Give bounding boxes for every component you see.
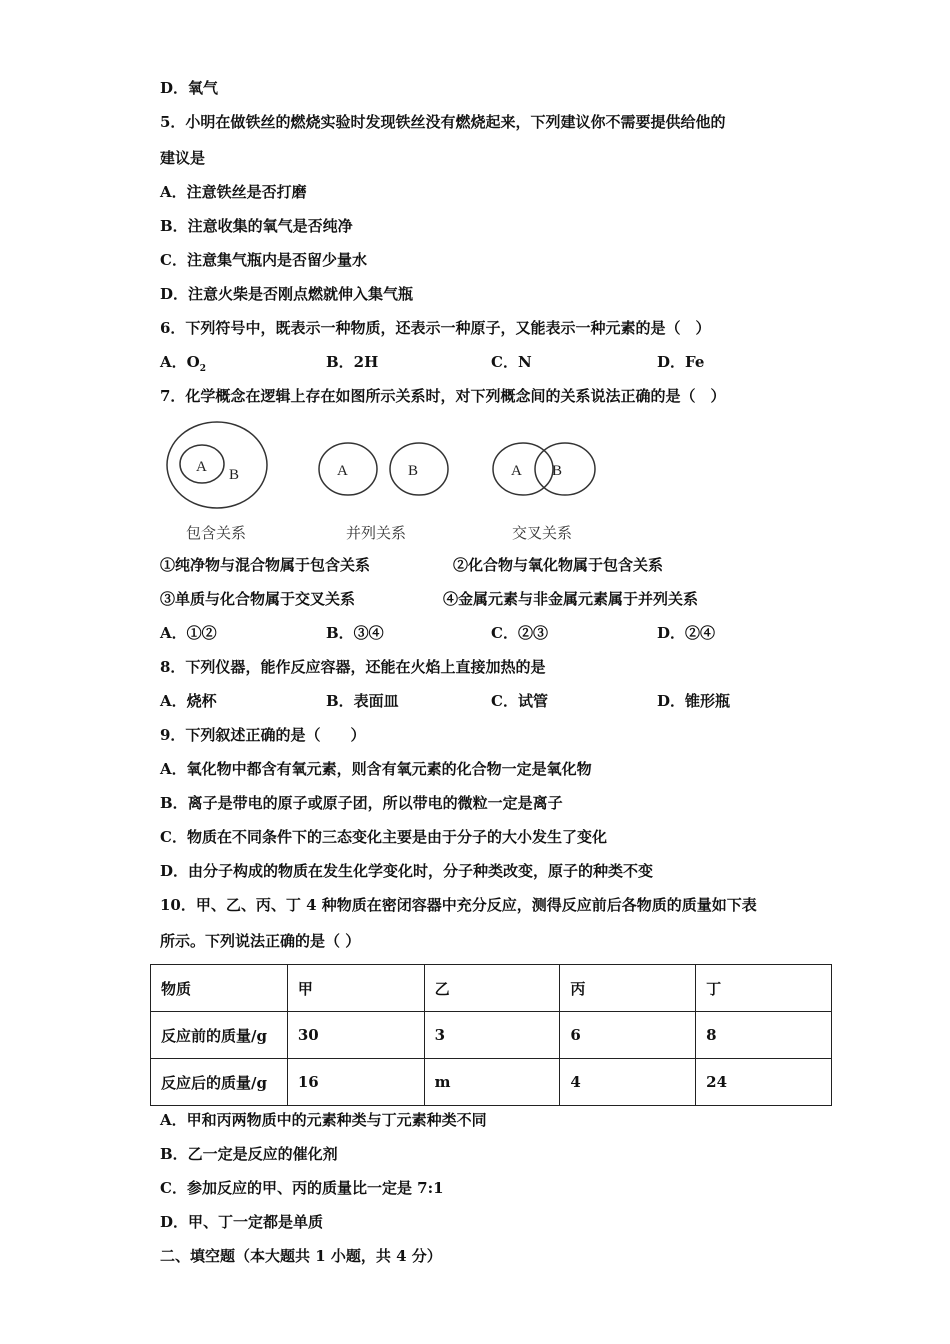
relation-diagram xyxy=(150,410,620,550)
contain-letter-a: A xyxy=(196,459,207,475)
table-cell: 反应后的质量/g xyxy=(151,1059,288,1106)
q9-option-d: D．由分子构成的物质在发生化学变化时，分子种类改变，原子的种类不变 xyxy=(160,862,654,880)
cross-letter-b: B xyxy=(552,463,563,479)
table-header-cell: 丁 xyxy=(696,965,832,1012)
q9-stem: 9．下列叙述正确的是（ ） xyxy=(160,726,366,744)
q8-option-d: D．锥形瓶 xyxy=(657,692,731,710)
parallel-circle-a xyxy=(319,443,377,495)
table-cell: 6 xyxy=(560,1012,696,1059)
q9-option-b: B．离子是带电的原子或原子团，所以带电的微粒一定是离子 xyxy=(160,794,563,812)
q5-stem-line1: 5．小明在做铁丝的燃烧实验时发现铁丝没有燃烧起来，下列建议你不需要提供给他的 xyxy=(160,113,726,131)
table-cell: 16 xyxy=(287,1059,424,1106)
q8-option-b: B．表面皿 xyxy=(326,692,399,710)
table-cell: 3 xyxy=(424,1012,560,1059)
mass-table xyxy=(150,964,832,1106)
label-parallel: 并列关系 xyxy=(346,524,407,542)
cross-circle-b xyxy=(535,443,595,495)
table-header-cell: 物质 xyxy=(151,965,288,1012)
cross-letter-a: A xyxy=(511,463,522,479)
q5-stem-line2: 建议是 xyxy=(160,149,206,167)
q5-option-c: C．注意集气瓶内是否留少量水 xyxy=(160,251,367,269)
contain-letter-b: B xyxy=(229,467,240,483)
q6-option-a xyxy=(160,352,206,379)
q9-option-c: C．物质在不同条件下的三态变化主要是由于分子的大小发生了变化 xyxy=(160,828,607,846)
q9-option-a: A．氧化物中都含有氧元素，则含有氧元素的化合物一定是氧化物 xyxy=(160,760,592,778)
section2-heading: 二、填空题（本大题共 1 小题，共 4 分） xyxy=(160,1247,442,1265)
parallel-letter-a: A xyxy=(337,463,348,479)
table-cell: 8 xyxy=(696,1012,832,1059)
q6-option-c: C．N xyxy=(491,353,532,371)
q7-option-d: D．②④ xyxy=(657,624,716,642)
q7-statement-3: ③单质与化合物属于交叉关系 xyxy=(160,590,356,608)
q5-option-b: B．注意收集的氧气是否纯净 xyxy=(160,217,353,235)
table-cell: 30 xyxy=(287,1012,424,1059)
q10-option-a: A．甲和丙两物质中的元素种类与丁元素种类不同 xyxy=(160,1111,487,1129)
q6-option-b: B．2H xyxy=(326,353,379,371)
q6-option-a-subscript: 2 xyxy=(199,364,206,374)
q6-option-d: D．Fe xyxy=(657,353,705,371)
q6-stem: 6．下列符号中，既表示一种物质，还表示一种原子，又能表示一种元素的是（ ） xyxy=(160,319,711,337)
table-header-cell: 丙 xyxy=(560,965,696,1012)
q8-stem: 8．下列仪器，能作反应容器，还能在火焰上直接加热的是 xyxy=(160,658,546,676)
table-header-cell: 甲 xyxy=(287,965,424,1012)
q10-option-c: C．参加反应的甲、丙的质量比一定是 7:1 xyxy=(160,1179,444,1197)
q4-option-d: D．氧气 xyxy=(160,79,219,97)
q10-option-d: D．甲、丁一定都是单质 xyxy=(160,1213,324,1231)
table-row xyxy=(151,1059,832,1106)
q10-stem-line2: 所示。下列说法正确的是（ ） xyxy=(160,932,361,950)
q5-option-a: A．注意铁丝是否打磨 xyxy=(160,183,307,201)
table-header-cell: 乙 xyxy=(424,965,560,1012)
q7-stem: 7．化学概念在逻辑上存在如图所示关系时，对下列概念间的关系说法正确的是（ ） xyxy=(160,387,726,405)
q6-option-a-prefix: A．O xyxy=(160,353,200,371)
q10-option-b: B．乙一定是反应的催化剂 xyxy=(160,1145,338,1163)
q10-stem-line1: 10．甲、乙、丙、丁 4 种物质在密闭容器中充分反应，测得反应前后各物质的质量如下表 xyxy=(160,896,757,914)
q7-statement-4: ④金属元素与非金属元素属于并列关系 xyxy=(443,590,699,608)
table-cell: 反应前的质量/g xyxy=(151,1012,288,1059)
q8-option-c: C．试管 xyxy=(491,692,548,710)
q7-statement-1: ①纯净物与混合物属于包含关系 xyxy=(160,556,371,574)
q7-statement-2: ②化合物与氧化物属于包含关系 xyxy=(453,556,664,574)
contain-outer-circle xyxy=(167,422,267,508)
q8-option-a: A．烧杯 xyxy=(160,692,217,710)
q7-option-a: A．①② xyxy=(160,624,217,642)
table-cell: 24 xyxy=(696,1059,832,1106)
parallel-letter-b: B xyxy=(408,463,419,479)
table-cell: 4 xyxy=(560,1059,696,1106)
table-cell: m xyxy=(424,1059,560,1106)
table-header-row xyxy=(151,965,832,1012)
q7-option-b: B．③④ xyxy=(326,624,384,642)
label-contain: 包含关系 xyxy=(186,524,247,542)
table-row xyxy=(151,1012,832,1059)
parallel-circle-b xyxy=(390,443,448,495)
q5-option-d: D．注意火柴是否刚点燃就伸入集气瓶 xyxy=(160,285,414,303)
label-cross: 交叉关系 xyxy=(512,524,573,542)
q7-option-c: C．②③ xyxy=(491,624,548,642)
